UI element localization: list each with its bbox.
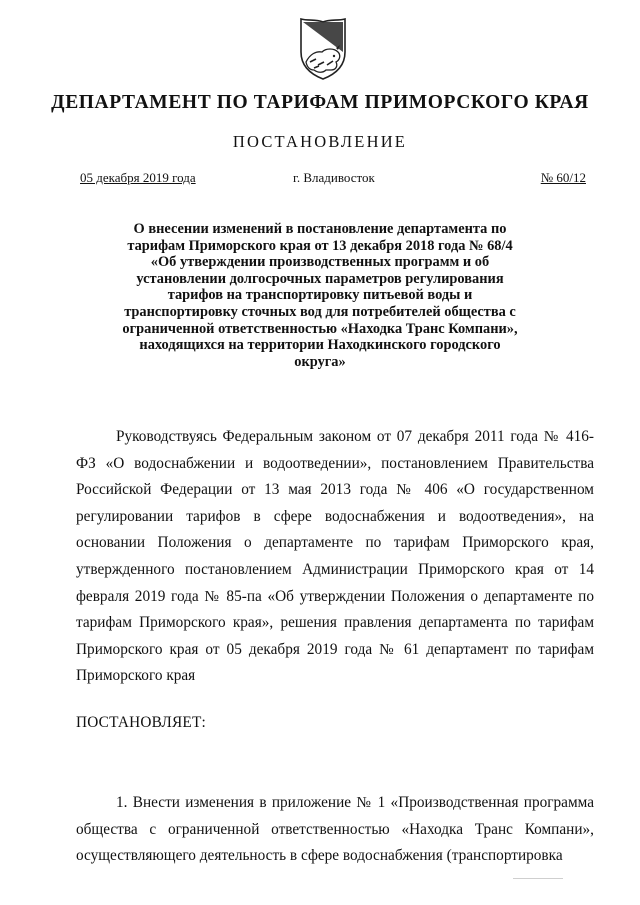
item-1-paragraph: 1. Внести изменения в приложение № 1 «Производственная программа общества с ограниченной ответственностью «Находка Транс Компани», осуществляющего деятельность в сфере водоснабжения (транспортировка [76, 794, 594, 865]
document-number: № 60/12 [540, 170, 586, 185]
scan-artifact [513, 878, 563, 879]
resolves-heading: ПОСТАНОВЛЯЕТ: [76, 714, 206, 731]
document-city: г. Владивосток [293, 170, 375, 185]
document-type: ПОСТАНОВЛЕНИЕ [232, 132, 408, 151]
department-title: ДЕПАРТАМЕНТ ПО ТАРИФАМ ПРИМОРСКОГО КРАЯ [51, 92, 589, 113]
preamble-paragraph: Руководствуясь Федеральным законом от 07 декабря 2011 года № 416-ФЗ «О водоснабжении и водоотведении», постановлением Правительства Российской Федерации от 13 мая 2013 года № 406 «О государственном регулировании тарифов в сфере водоснабжения и водоотведения», на основании Положения о департаменте по тарифам Приморского края, утвержденного постановлением Администрации Приморского края от 14 февраля 2019 года № 85-па «Об утверждении Положения о департаменте по тарифам Приморского края», решения правления департамента по тарифам Приморского края от 05 декабря 2019 года № 61 департамент по тарифам Приморского края [76, 428, 594, 685]
coat-of-arms-icon [296, 18, 350, 80]
document-subject: О внесении изменений в постановление департамента по тарифам Приморского края от 13 декабря 2018 года № 68/4 «Об утверждении производственных программ и об установлении долгосрочных параметров регулирования тарифов на транспортировку питьевой воды и транспортировку сточных вод для потребителей общества с ограниченной ответственностью «Находка Транс Компани», находящихся на территории Находкинского городского округа» [122, 221, 518, 370]
document-date: 05 декабря 2019 года [80, 170, 196, 185]
